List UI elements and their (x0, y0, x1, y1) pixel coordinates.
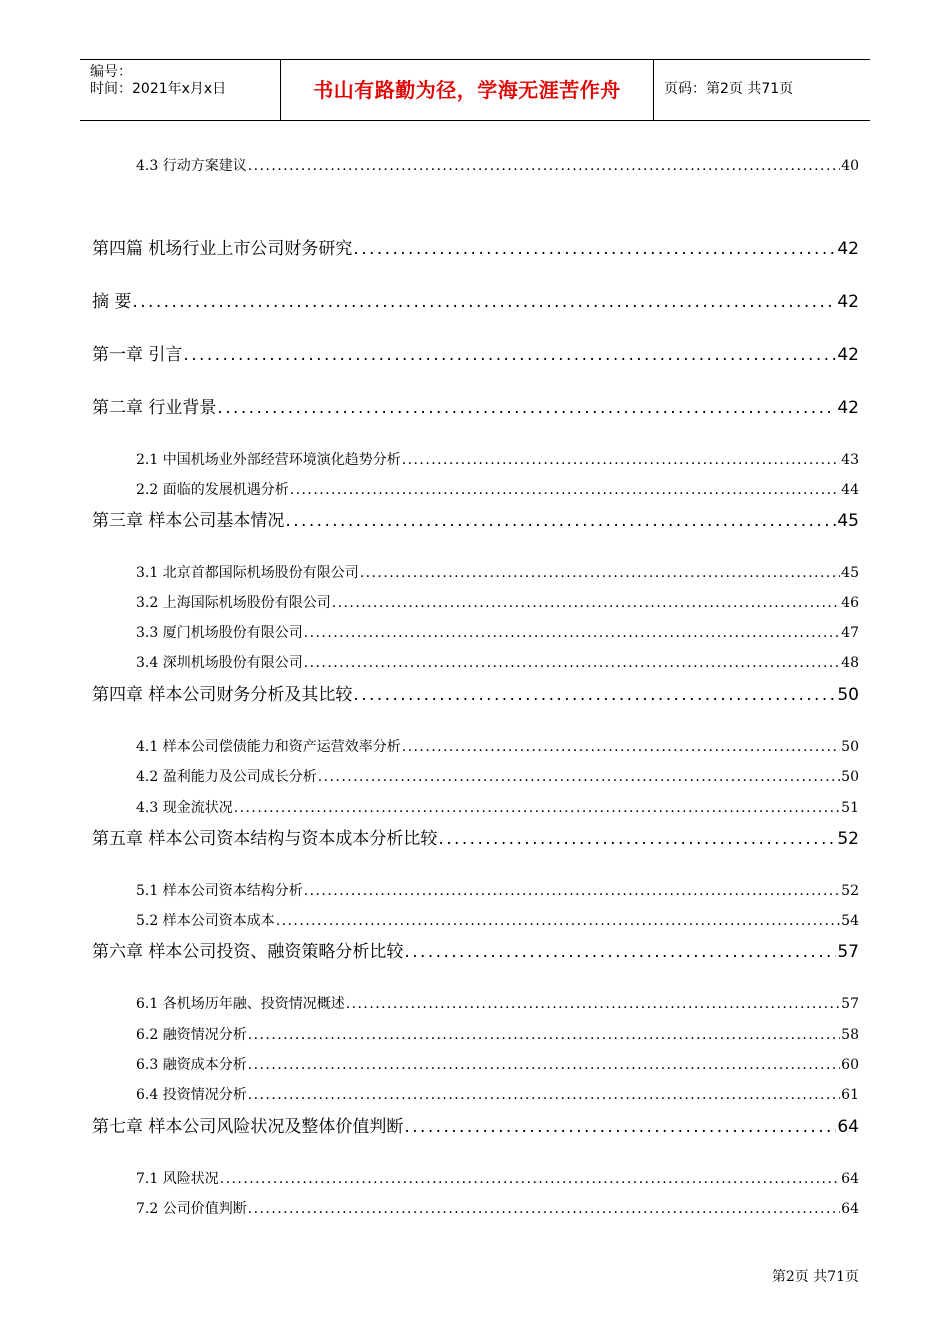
toc-entry[interactable] (136, 995, 859, 1013)
toc-page-number: 47 (841, 625, 859, 641)
toc-page-number: 50 (837, 685, 859, 705)
toc-entry[interactable] (136, 481, 859, 499)
toc-leader (285, 510, 836, 532)
toc-entry[interactable] (136, 654, 859, 672)
toc-entry[interactable] (92, 941, 859, 963)
toc-page-number: 64 (841, 1201, 859, 1217)
toc-leader (438, 828, 836, 850)
toc-entry[interactable] (136, 912, 859, 930)
toc-page-number: 57 (841, 996, 859, 1012)
toc-title: 6.2 融资情况分析 (136, 1027, 247, 1043)
toc-title: 4.2 盈利能力及公司成长分析 (136, 769, 317, 785)
toc-title: 4.1 样本公司偿债能力和资产运营效率分析 (136, 739, 401, 755)
toc-title: 3.4 深圳机场股份有限公司 (136, 655, 303, 671)
toc-leader (248, 1056, 840, 1074)
toc-page-number: 42 (837, 239, 859, 259)
toc-page-number: 64 (837, 1117, 859, 1137)
toc-entry[interactable] (136, 624, 859, 642)
toc-leader (402, 738, 840, 756)
toc-title: 第一章 引言 (92, 345, 183, 365)
page-header (80, 59, 870, 121)
toc-page-number: 42 (837, 292, 859, 312)
toc-entry[interactable] (92, 397, 859, 419)
toc-leader (132, 291, 836, 313)
toc-entry[interactable] (136, 738, 859, 756)
toc-title: 5.2 样本公司资本成本 (136, 913, 275, 929)
toc-title: 摘 要 (92, 292, 132, 312)
toc-page-number: 52 (837, 829, 859, 849)
toc-leader (304, 654, 840, 672)
toc-leader (304, 882, 840, 900)
toc-leader (248, 1026, 840, 1044)
toc-leader (353, 684, 836, 706)
header-motto: 书山有路勤为径，学海无涯苦作舟 (313, 78, 621, 102)
toc-page-number: 45 (841, 565, 859, 581)
toc-page-number: 42 (837, 398, 859, 418)
toc-entry[interactable] (136, 594, 859, 612)
toc-entry[interactable] (92, 828, 859, 850)
toc-page-number: 40 (841, 158, 859, 174)
document-time-label: 时间：2021年x月x日 (90, 81, 227, 97)
toc-page-number: 51 (841, 800, 859, 816)
toc-title: 5.1 样本公司资本结构分析 (136, 883, 303, 899)
toc-page-number: 64 (841, 1171, 859, 1187)
toc-entry[interactable] (136, 1056, 859, 1074)
toc-leader (404, 1116, 836, 1138)
toc-page-number: 42 (837, 345, 859, 365)
toc-title: 3.1 北京首都国际机场股份有限公司 (136, 565, 359, 581)
toc-page-number: 45 (837, 511, 859, 531)
header-page-code: 页码：第2页 共71页 (664, 81, 794, 97)
toc-entry[interactable] (136, 1026, 859, 1044)
toc-page-number: 54 (841, 913, 859, 929)
toc-entry[interactable] (136, 1086, 859, 1104)
toc-title: 6.4 投资情况分析 (136, 1087, 247, 1103)
toc-leader (248, 1086, 840, 1104)
toc-entry[interactable] (92, 1116, 859, 1138)
toc-leader (290, 481, 840, 499)
toc-page-number: 43 (841, 452, 859, 468)
toc-leader (220, 1170, 840, 1188)
toc-page-number: 52 (841, 883, 859, 899)
toc-entry[interactable] (136, 1200, 859, 1218)
toc-leader (234, 799, 840, 817)
toc-page-number: 48 (841, 655, 859, 671)
toc-title: 2.1 中国机场业外部经营环境演化趋势分析 (136, 452, 401, 468)
toc-entry[interactable] (92, 291, 859, 313)
toc-title: 6.3 融资成本分析 (136, 1057, 247, 1073)
toc-title: 7.2 公司价值判断 (136, 1201, 247, 1217)
toc-entry[interactable] (136, 882, 859, 900)
toc-leader (248, 1200, 840, 1218)
toc-title: 第七章 样本公司风险状况及整体价值判断 (92, 1117, 404, 1137)
toc-entry[interactable] (136, 564, 859, 582)
toc-title: 第六章 样本公司投资、融资策略分析比较 (92, 942, 404, 962)
toc-entry[interactable] (136, 451, 859, 469)
toc-page-number: 57 (837, 942, 859, 962)
toc-leader (404, 941, 836, 963)
toc-title: 3.2 上海国际机场股份有限公司 (136, 595, 331, 611)
toc-leader (332, 594, 840, 612)
toc-entry[interactable] (136, 799, 859, 817)
toc-entry[interactable] (92, 238, 859, 260)
toc-page-number: 60 (841, 1057, 859, 1073)
toc-entry[interactable] (92, 344, 859, 366)
toc-leader (360, 564, 840, 582)
toc-title: 6.1 各机场历年融、投资情况概述 (136, 996, 345, 1012)
toc-leader (402, 451, 840, 469)
toc-page-number: 44 (841, 482, 859, 498)
toc-page-number: 50 (841, 769, 859, 785)
toc-leader (304, 624, 840, 642)
toc-leader (346, 995, 840, 1013)
toc-leader (248, 157, 840, 175)
toc-title: 7.1 风险状况 (136, 1171, 219, 1187)
page-footer: 第2页 共71页 (771, 1269, 859, 1285)
toc-page-number: 50 (841, 739, 859, 755)
toc-leader (217, 397, 836, 419)
toc-page-number: 58 (841, 1027, 859, 1043)
toc-page-number: 46 (841, 595, 859, 611)
toc-entry[interactable] (92, 684, 859, 706)
toc-title: 第三章 样本公司基本情况 (92, 511, 285, 531)
header-info-cell (80, 60, 280, 120)
toc-title: 3.3 厦门机场股份有限公司 (136, 625, 303, 641)
toc-title: 4.3 现金流状况 (136, 800, 233, 816)
toc-entry[interactable] (136, 1170, 859, 1188)
toc-title: 4.3 行动方案建议 (136, 158, 247, 174)
toc-leader (318, 768, 840, 786)
document-number-label: 编号： (90, 64, 132, 80)
toc-entry[interactable] (136, 768, 859, 786)
toc-title: 第五章 样本公司资本结构与资本成本分析比较 (92, 829, 438, 849)
toc-leader (353, 238, 836, 260)
toc-leader (183, 344, 836, 366)
toc-page-number: 61 (841, 1087, 859, 1103)
toc-title: 2.2 面临的发展机遇分析 (136, 482, 289, 498)
toc-leader (276, 912, 840, 930)
toc-title: 第二章 行业背景 (92, 398, 217, 418)
toc-entry[interactable] (136, 157, 859, 175)
toc-title: 第四章 样本公司财务分析及其比较 (92, 685, 353, 705)
toc-title: 第四篇 机场行业上市公司财务研究 (92, 239, 353, 259)
header-page-cell (654, 60, 870, 120)
header-motto-cell (280, 60, 654, 120)
toc-entry[interactable] (92, 510, 859, 532)
